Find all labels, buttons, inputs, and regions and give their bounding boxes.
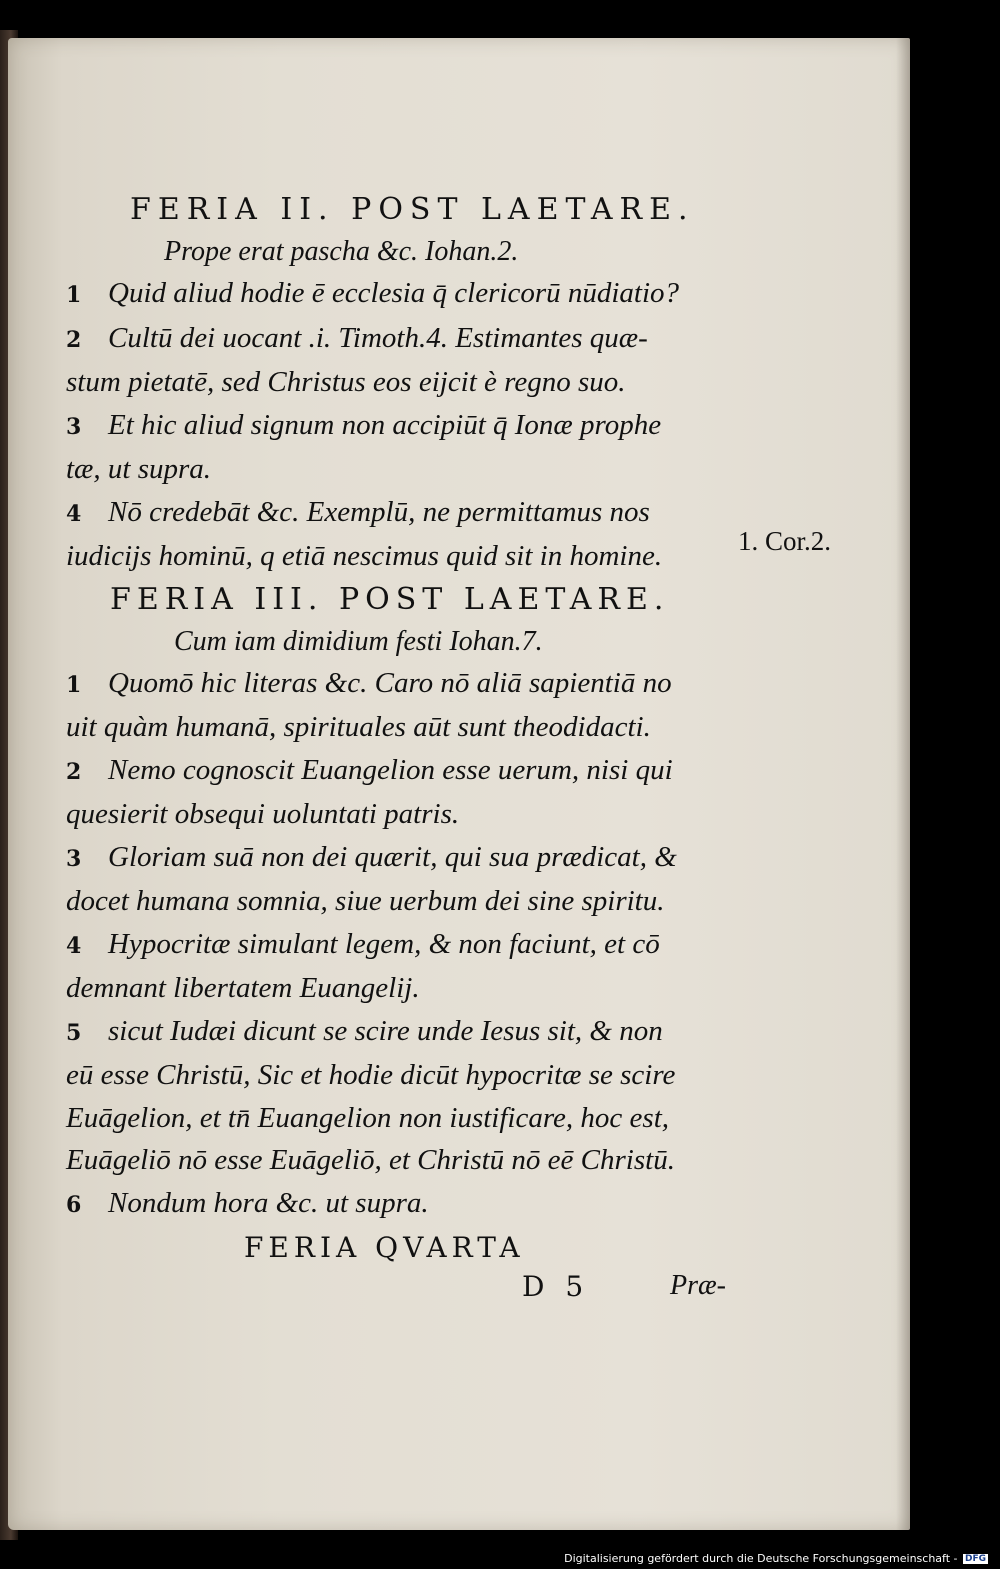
paragraph-line [66, 749, 866, 794]
heading-feria-iii: FERIA III. POST LAETARE. [110, 581, 670, 617]
paragraph-line [66, 1097, 866, 1140]
paragraph-line [66, 361, 866, 404]
signature-mark: D 5 [522, 1270, 590, 1303]
paragraph-line [66, 1054, 866, 1097]
line-text: quesierit obsequi uoluntati patris. [66, 798, 460, 830]
line-text: Euāgeliō nō esse Euāgeliō, et Christū nō eē Christū. [66, 1144, 675, 1176]
paragraph-number: 5 [66, 1019, 82, 1046]
line-text: eū esse Christū, Sic et hodie dicūt hypocritæ se scire [66, 1059, 676, 1091]
paragraph-number: 4 [66, 932, 82, 959]
line-text: tæ, ut supra. [66, 453, 212, 485]
line-text: demnant libertatem Euangelij. [66, 972, 420, 1004]
numbered-paragraph [66, 404, 866, 491]
paragraph-number: 6 [66, 1191, 82, 1218]
credit-text: Digitalisierung gefördert durch die Deutsche Forschungsgemeinschaft - [564, 1552, 958, 1565]
line-text: uit quàm humanā, spirituales aūt sunt theodidacti. [66, 711, 651, 743]
line-text: Gloriam suā non dei quærit, qui sua prædicat, & [108, 840, 677, 873]
numbered-paragraph [66, 836, 866, 923]
paragraph-line [66, 880, 866, 923]
paragraph-number: 2 [66, 758, 82, 785]
numbered-paragraph [66, 662, 866, 749]
numbered-paragraph [66, 923, 866, 1010]
paragraph-line [66, 706, 866, 749]
paragraph-line [66, 662, 866, 707]
numbered-paragraph [66, 1010, 866, 1182]
line-text: Hypocritæ simulant legem, & non faciunt, et cō [108, 927, 660, 960]
numbered-paragraph [66, 272, 866, 317]
paragraph-line [66, 1182, 866, 1227]
paragraph-number: 1 [66, 671, 82, 698]
numbered-paragraph [66, 317, 866, 404]
heading-feria-quarta: FERIA QVARTA [244, 1231, 525, 1264]
line-text: Quid aliud hodie ē ecclesia q̄ clericorū nūdiatio? [108, 277, 680, 309]
digitization-credit [564, 1552, 988, 1565]
paragraph-line [66, 272, 866, 317]
numbered-paragraph [66, 1182, 866, 1227]
paragraph-line [66, 317, 866, 362]
subheading-gospel-ref-1: Prope erat pascha &c. Iohan.2. [164, 236, 519, 267]
paragraph-line [66, 967, 866, 1010]
line-text: Nondum hora &c. ut supra. [108, 1186, 429, 1219]
line-text: sicut Iudæi dicunt se scire unde Iesus sit, & non [108, 1014, 663, 1047]
line-text: Nō credebāt &c. Exemplū, ne permittamus nos [108, 495, 650, 528]
paragraph-line [66, 1139, 866, 1182]
section-feria-iii [66, 662, 866, 1227]
catchword: Præ- [670, 1270, 726, 1301]
paragraph-line [66, 448, 866, 491]
line-text: Cultū dei uocant .i. Timoth.4. Estimantes quæ- [108, 321, 648, 354]
subheading-gospel-ref-2: Cum iam dimidium festi Iohan.7. [174, 625, 543, 657]
page-footer-row [66, 1270, 786, 1310]
paragraph-line [66, 923, 866, 968]
paragraph-line [66, 404, 866, 449]
paragraph-number: 4 [66, 500, 82, 527]
line-text: Nemo cognoscit Euangelion esse uerum, nisi qui [108, 753, 673, 786]
line-text: stum pietatē, sed Christus eos eijcit è regno suo. [66, 366, 626, 398]
dfg-logo: DFG [964, 1554, 986, 1564]
text-block [66, 188, 866, 1310]
paragraph-number: 3 [66, 413, 82, 440]
numbered-paragraph [66, 749, 866, 836]
heading-feria-ii: FERIA II. POST LAETARE. [130, 192, 695, 227]
book-page [8, 38, 910, 1530]
paragraph-line [66, 793, 866, 836]
line-text: iudicijs hominū, q etiā nescimus quid sit in homine. [66, 540, 663, 572]
paragraph-number: 1 [66, 282, 82, 308]
paragraph-number: 2 [66, 326, 82, 353]
paragraph-line [66, 1010, 866, 1055]
line-text: Quomō hic literas &c. Caro nō aliā sapientiā no [108, 666, 672, 699]
paragraph-line [66, 836, 866, 881]
line-text: Et hic aliud signum non accipiūt q̄ Ionæ prophe [108, 408, 662, 441]
line-text: docet humana somnia, siue uerbum dei sine spiritu. [66, 885, 665, 917]
paragraph-number: 3 [66, 845, 82, 872]
line-text: Euāgelion, et tn̄ Euangelion non iustificare, hoc est, [66, 1101, 669, 1134]
marginal-note: 1. Cor.2. [738, 526, 832, 556]
